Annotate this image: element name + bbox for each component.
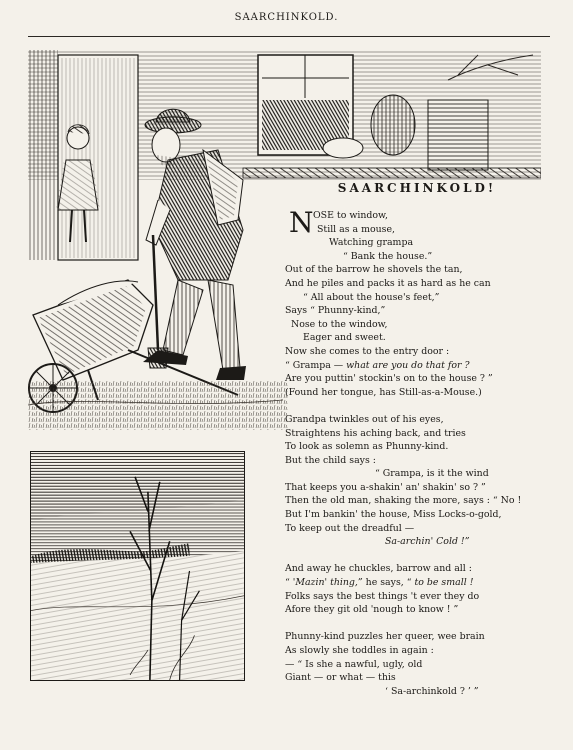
poem-title: SAARCHINKOLD!: [337, 181, 497, 195]
poem-line: Phunny-kind puzzles her queer, wee brain: [285, 631, 485, 643]
poem-line: “ Bank the house.”: [343, 250, 433, 262]
poem-line: To keep out the dreadful —: [285, 522, 415, 534]
poem-line: Eager and sweet.: [303, 332, 386, 344]
poem-line: Straightens his aching back, and tries: [285, 427, 466, 439]
poem-line: But the child says :: [285, 454, 376, 466]
poem-line: Says “ Phunny-kind,”: [285, 305, 386, 317]
running-header: SAARCHINKOLD.: [234, 12, 339, 23]
poem-line: And away he chuckles, barrow and all :: [285, 563, 472, 575]
poem-line: ‘ Sa-archinkold ? ’ ”: [385, 685, 479, 697]
poem-line: Are you puttin' stockin's on to the house ? ”: [285, 373, 493, 385]
poem-line: Afore they git old 'nough to know ! ”: [285, 604, 459, 616]
poem-line: “ All about the house's feet,”: [303, 291, 440, 303]
drop-cap: N: [289, 206, 314, 239]
poem-line: Still as a mouse,: [317, 223, 396, 235]
stanza-break: [285, 617, 550, 631]
poem-line: Nose to the window,: [291, 318, 388, 330]
poem-line: And he piles and packs it as hard as he can: [285, 277, 491, 289]
poem-line: “ 'Mazin' thing,” he says, “ to be small !: [285, 577, 474, 589]
poem-line: Folks says the best things 't ever they do: [285, 590, 480, 602]
poem-body: [285, 206, 550, 698]
poem-line: “ Grampa — what are you do that for ?: [285, 359, 470, 371]
poem-line: As slowly she toddles in again :: [285, 645, 434, 656]
poem-line: That keeps you a-shakin' an' shakin' so ? ”: [285, 481, 486, 493]
poem-line: Watching grampa: [329, 237, 414, 249]
poem-line: Grandpa twinkles out of his eyes,: [285, 413, 444, 425]
poem-line: Giant — or what — this: [285, 672, 396, 684]
poem-line: Now she comes to the entry door :: [285, 345, 450, 357]
poem-line: “ Grampa, is it the wind: [375, 468, 489, 480]
poem-line: But I'm bankin' the house, Miss Locks-o-gold,: [285, 509, 502, 521]
poem-line: Then the old man, shaking the more, says : “ No !: [285, 495, 522, 507]
stanza-break: [285, 399, 550, 413]
poem-line: Out of the barrow he shovels the tan,: [285, 264, 463, 276]
stanza-break: [285, 549, 550, 563]
poem-line: OSE to window,: [313, 210, 388, 221]
poem-line: (Found her tongue, has Still-as-a-Mouse.): [285, 386, 482, 398]
poem-line: Sa-archin' Cold !”: [385, 536, 470, 548]
poem-line: — “ Is she a nawful, ugly, old: [285, 658, 423, 670]
engraving-winter-landscape: [30, 451, 245, 681]
header-rule: [28, 36, 550, 37]
poem-line: To look as solemn as Phunny-kind.: [285, 441, 449, 453]
